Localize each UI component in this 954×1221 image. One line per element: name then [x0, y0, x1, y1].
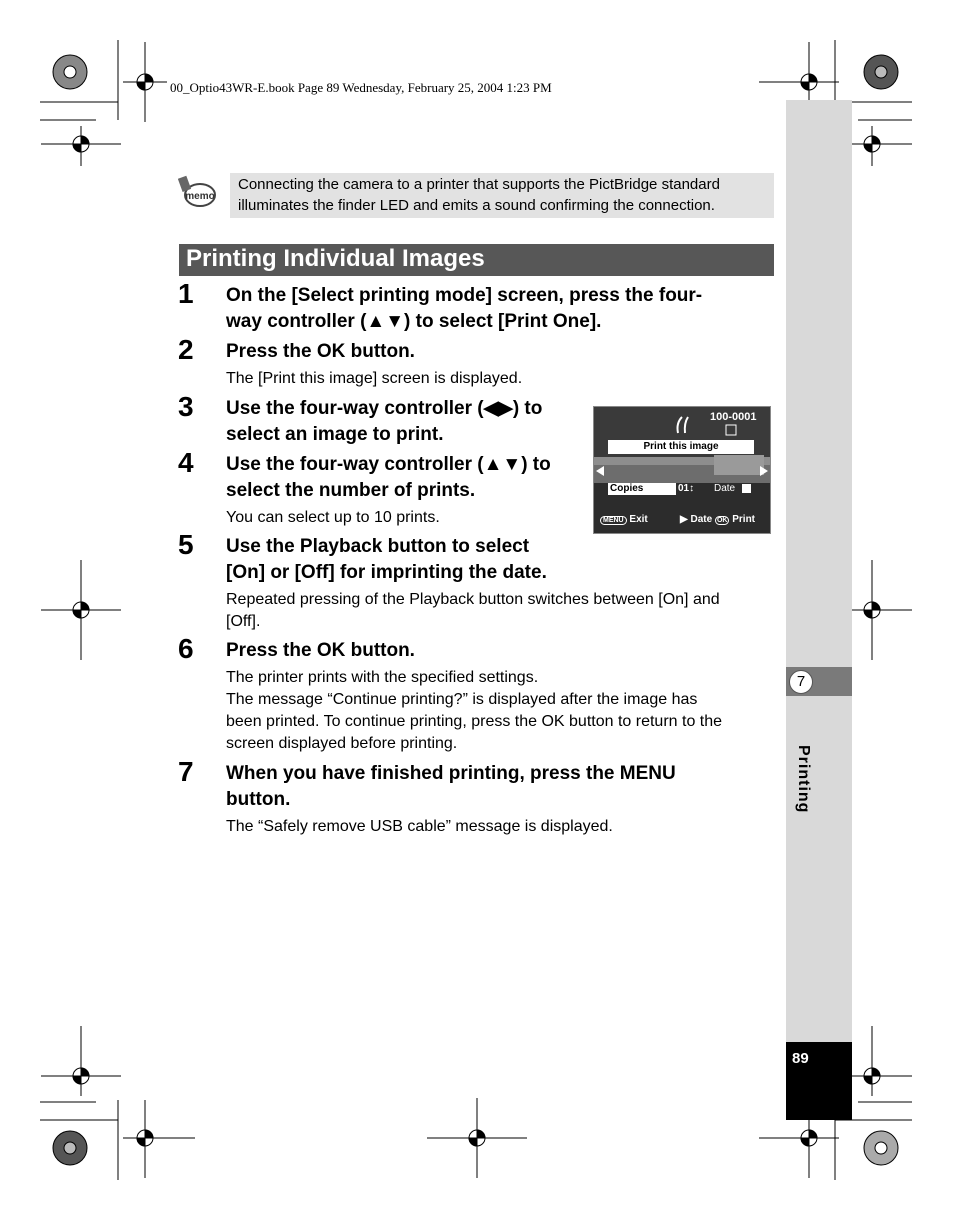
desc-line: The message “Continue printing?” is displayed after the image has — [226, 691, 698, 708]
camera-footer-left — [600, 514, 648, 525]
step-number: 7 — [178, 756, 194, 787]
step-line: way controller (▲▼) to select [Print One]. — [226, 311, 602, 332]
step-number: 5 — [178, 529, 194, 560]
date-label: Date — [714, 483, 736, 494]
svg-text:memo: memo — [185, 191, 215, 202]
step-instruction — [226, 534, 547, 586]
step-instruction — [226, 283, 702, 335]
step-description: The [Print this image] screen is displayed. — [226, 370, 523, 387]
desc-line: screen displayed before printing. — [226, 735, 458, 752]
step-instruction — [226, 452, 551, 504]
step-instruction: Press the OK button. — [226, 640, 415, 661]
print-button-label: Print — [732, 514, 756, 525]
step-description — [226, 589, 778, 633]
copies-label: Copies — [608, 483, 676, 495]
step-line: Use the Playback button to select — [226, 536, 530, 557]
side-strip — [786, 100, 852, 1120]
desc-line: Repeated pressing of the Playback button switches between [On] and — [226, 591, 720, 608]
print-this-image-title: Print this image — [608, 440, 754, 454]
step-number: 3 — [178, 391, 194, 422]
date-button-label: Date — [690, 514, 713, 525]
page-number: 89 — [792, 1050, 809, 1067]
step-line: select an image to print. — [226, 424, 444, 445]
step-description — [226, 667, 778, 755]
ok-icon: OK — [716, 517, 728, 524]
step-line: select the number of prints. — [226, 480, 476, 501]
step-number: 2 — [178, 334, 194, 365]
chapter-number: 7 — [789, 670, 813, 694]
file-number: 100-0001 — [710, 411, 757, 423]
step-description: You can select up to 10 prints. — [226, 509, 440, 526]
step-number: 6 — [178, 633, 194, 664]
menu-icon: MENU — [600, 516, 627, 525]
step-line: On the [Select printing mode] screen, press the four- — [226, 285, 703, 306]
memo-line-2: illuminates the finder LED and emits a sound confirming the connection. — [238, 197, 715, 214]
step-number: 4 — [178, 447, 194, 478]
step-line: button. — [226, 789, 291, 810]
step-number: 1 — [178, 278, 194, 309]
camera-lcd-screenshot — [593, 406, 771, 534]
desc-line: The printer prints with the specified settings. — [226, 669, 539, 686]
memo-text — [238, 174, 774, 216]
desc-line: been printed. To continue printing, press the OK button to return to the — [226, 713, 723, 730]
exit-label: Exit — [629, 514, 648, 525]
desc-line: [Off]. — [226, 613, 261, 630]
camera-footer-right — [680, 514, 755, 525]
step-description: The “Safely remove USB cable” message is displayed. — [226, 818, 613, 835]
play-icon: ▶ — [680, 514, 688, 525]
memo-icon — [178, 175, 218, 211]
step-line: Use the four-way controller (▲▼) to — [226, 454, 551, 475]
step-line: When you have finished printing, press the MENU — [226, 763, 676, 784]
step-line: Use the four-way controller (◀▶) to — [226, 398, 543, 419]
section-title: Printing Individual Images — [186, 245, 485, 272]
step-instruction: Press the OK button. — [226, 341, 415, 362]
copies-number: 01 — [678, 483, 690, 494]
step-instruction — [226, 761, 676, 813]
step-instruction — [226, 396, 542, 448]
copies-value: 01↕ — [678, 483, 695, 494]
step-line: [On] or [Off] for imprinting the date. — [226, 562, 547, 583]
memo-line-1: Connecting the camera to a printer that supports the PictBridge standard — [238, 176, 720, 193]
date-checkbox — [742, 484, 751, 493]
chapter-label: Printing — [795, 745, 812, 814]
book-file-header: 00_Optio43WR-E.book Page 89 Wednesday, February 25, 2004 1:23 PM — [170, 80, 552, 95]
